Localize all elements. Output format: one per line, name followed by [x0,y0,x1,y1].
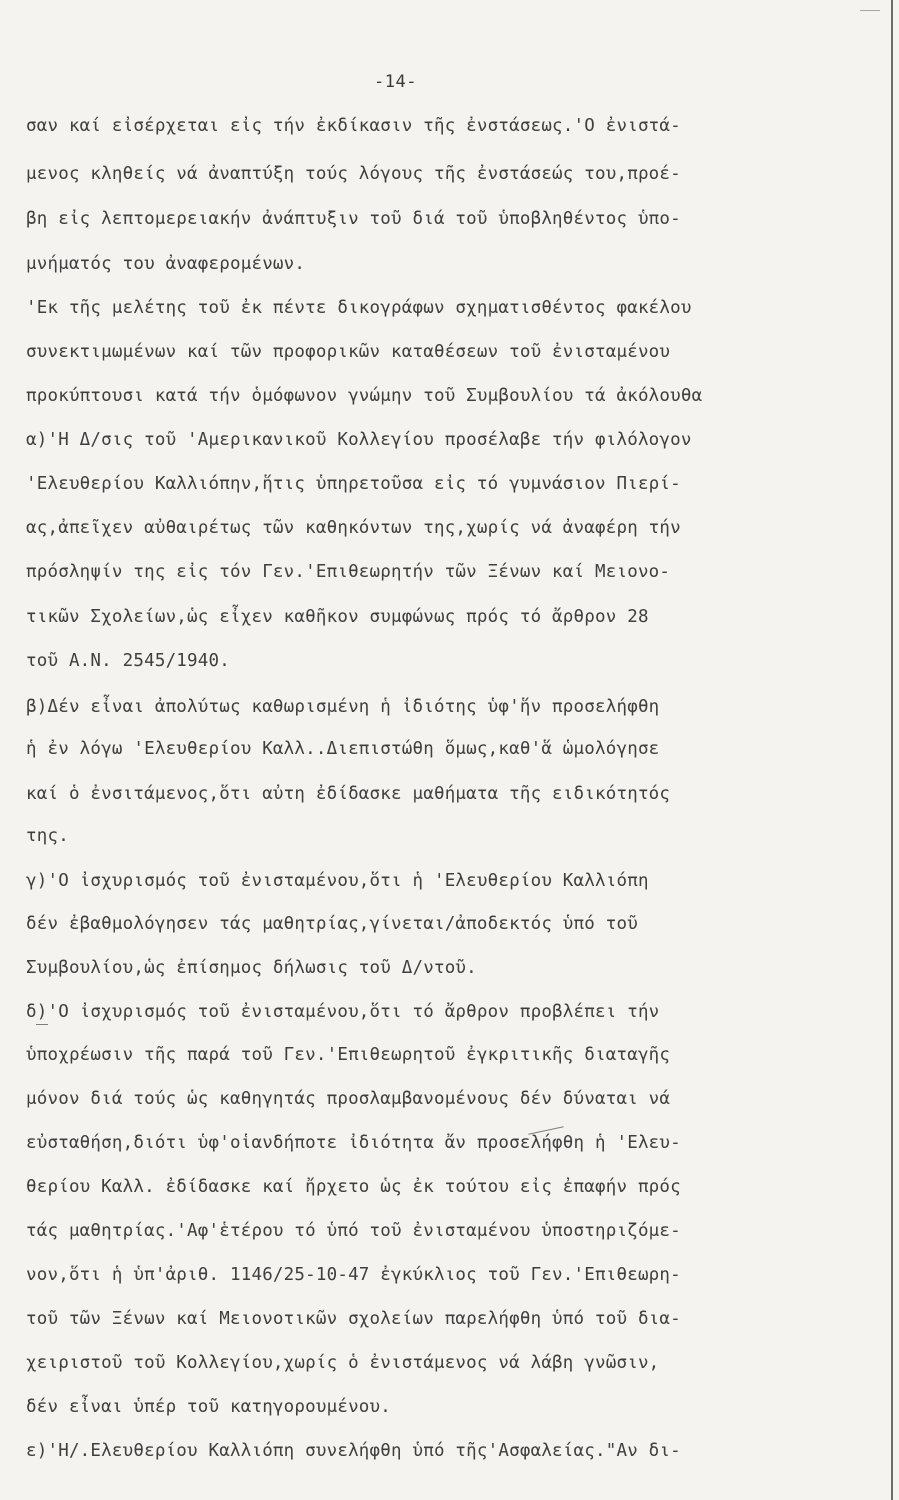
text-line: πρόσληψίν της εἰς τόν Γεν.'Επιθεωρητήν τῶν Ξένων καί Μειονο- [26,562,671,582]
text-line: προκύπτουσι κατά τήν ὁμόφωνον γνώμην τοῦ Συμβουλίου τά ἀκόλουθα [26,386,703,406]
page-number: -14- [374,72,417,92]
text-line: γ)'Ο ἰσχυρισμός τοῦ ἐνισταμένου,ὅτι ἡ 'Ελευθερίου Καλλιόπη [26,871,649,891]
text-line: δ)'Ο ἰσχυρισμός τοῦ ἐνισταμένου,ὅτι τό ἄρθρον προβλέπει τήν [26,1002,660,1022]
text-line: δέν εἶναι ὑπέρ τοῦ κατηγορουμένου. [26,1397,392,1417]
text-line: εὐσταθήση,διότι ὑφ'οἱανδήποτε ἰδιότητα ἄν προσελήφθη ἡ 'Ελευ- [26,1133,681,1153]
text-line: χειριστοῦ τοῦ Κολλεγίου,χωρίς ὁ ἐνιστάμενος νά λάβη γνῶσιν, [26,1353,660,1373]
text-line: β)Δέν εἶναι ἀπολύτως καθωρισμένη ἡ ἰδιότης ὑφ'ἥν προσελήφθη [26,697,660,717]
pen-underline-mark [36,1024,48,1025]
text-line: ας,ἀπεῖχεν αὐθαιρέτως τῶν καθηκόντων της,χωρίς νά ἀναφέρη τήν [26,518,681,538]
text-line: τικῶν Σχολείων,ὡς εἶχεν καθῆκον συμφώνως πρός τό ἄρθρον 28 [26,607,649,627]
text-line: τοῦ Α.Ν. 2545/1940. [26,651,230,671]
text-line: ἡ ἐν λόγω 'Ελευθερίου Καλλ..Διεπιστώθη ὅμως,καθ'ἅ ὡμολόγησε [26,739,660,759]
text-line: συνεκτιμωμένων καί τῶν προφορικῶν καταθέσεων τοῦ ἐνισταμένου [26,342,671,362]
text-line: ὑποχρέωσιν τῆς παρά τοῦ Γεν.'Επιθεωρητοῦ ἐγκριτικῆς διαταγῆς [26,1045,671,1065]
text-line: σαν καί εἰσέρχεται εἰς τήν ἐκδίκασιν τῆς ἐνστάσεως.'Ο ἐνιστά- [26,116,681,136]
text-line: Συμβουλίου,ὡς ἐπίσημος δήλωσις τοῦ Δ/ντοῦ. [26,958,477,978]
text-line: τοῦ τῶν Ξένων καί Μειονοτικῶν σχολείων παρελήφθη ὑπό τοῦ δια- [26,1309,681,1329]
text-line: θερίου Καλλ. ἐδίδασκε καί ἤρχετο ὡς ἐκ τούτου εἰς ἐπαφήν πρός [26,1177,681,1197]
text-line: 'Εκ τῆς μελέτης τοῦ ἐκ πέντε δικογράφων σχηματισθέντος φακέλου [26,298,692,318]
text-line: τάς μαθητρίας.'Αφ'ἑτέρου τό ὑπό τοῦ ἐνισταμένου ὑποστηριζόμε- [26,1221,681,1241]
text-line: μνήματός του ἀναφερομένων. [26,254,306,274]
text-line: νον,ὅτι ἡ ὑπ'ἀριθ. 1146/25-10-47 ἐγκύκλιος τοῦ Γεν.'Επιθεωρη- [26,1265,681,1285]
text-line: καί ὁ ἐνσιτάμενος,ὅτι αὐτη ἐδίδασκε μαθήματα τῆς ειδικότητός [26,784,671,804]
text-line: της. [26,826,69,846]
text-line: 'Ελευθερίου Καλλιόπην,ἥτις ὑπηρετοῦσα εἰς τό γυμνάσιον Πιερί- [26,474,681,494]
text-line: δέν ἐβαθμολόγησεν τάς μαθητρίας,γίνεται/ἀποδεκτός ὑπό τοῦ [26,914,638,934]
text-line: α)'Η Δ/σις τοῦ 'Αμερικανικοῦ Κολλεγίου προσέλαβε τήν φιλόλογον [26,430,692,450]
text-line: ε)'Η/.Ελευθερίου Καλλιόπη συνελήφθη ὑπό τῆς'Ασφαλείας."Αν δι- [26,1441,681,1461]
text-line: μόνον διά τούς ὡς καθηγητάς προσλαμβανομένους δέν δύναται νά [26,1089,671,1109]
text-line: μενος κληθείς νά ἀναπτύξη τούς λόγους τῆς ἐνστάσεώς του,προέ- [26,164,681,184]
text-line: βη εἰς λεπτομερειακήν ἀνάπτυξιν τοῦ διά τοῦ ὑποβληθέντος ὑπο- [26,209,681,229]
